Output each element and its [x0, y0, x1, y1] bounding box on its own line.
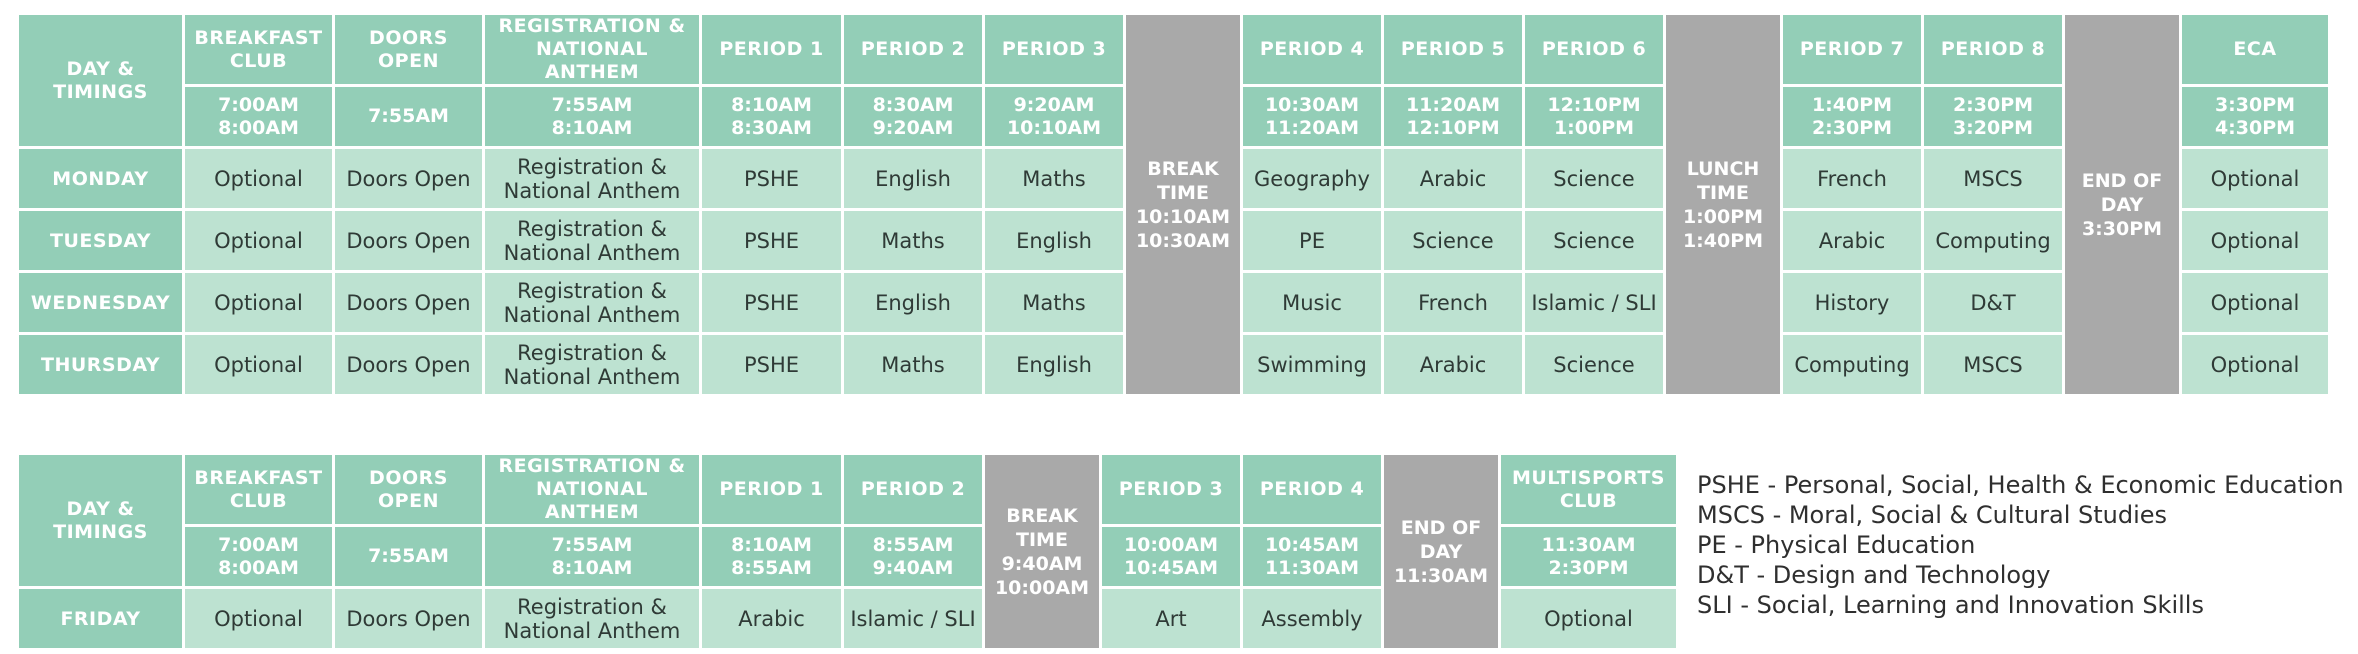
cell-period-2: English [843, 148, 984, 210]
cell-period-3: English [984, 210, 1125, 272]
cell-registration: Registration & National Anthem [484, 148, 701, 210]
header-period-8: PERIOD 8 [1923, 14, 2064, 86]
cell-breakfast: Optional [184, 334, 334, 396]
day-label: THURSDAY [18, 334, 184, 396]
cell-period-3: Maths [984, 272, 1125, 334]
header-eca: ECA [2181, 14, 2330, 86]
header-period-2: PERIOD 2 [843, 14, 984, 86]
time-period-8: 2:30PM 3:20PM [1923, 86, 2064, 148]
cell-period-7: History [1782, 272, 1923, 334]
header-period-3: PERIOD 3 [1101, 454, 1242, 526]
cell-period-2: English [843, 272, 984, 334]
time-period-4: 10:45AM 11:30AM [1242, 526, 1383, 588]
time-registration: 7:55AM 8:10AM [484, 86, 701, 148]
header-row [18, 454, 1678, 526]
header-period-3: PERIOD 3 [984, 14, 1125, 86]
cell-period-2: Maths [843, 334, 984, 396]
header-period-5: PERIOD 5 [1383, 14, 1524, 86]
header-doors-open: DOORS OPEN [334, 14, 484, 86]
time-period-7: 1:40PM 2:30PM [1782, 86, 1923, 148]
cell-doors: Doors Open [334, 334, 484, 396]
cell-period-6: Science [1524, 334, 1665, 396]
cell-period-8: MSCS [1923, 148, 2064, 210]
cell-doors: Doors Open [334, 148, 484, 210]
cell-period-2: Maths [843, 210, 984, 272]
time-breakfast-club: 7:00AM 8:00AM [184, 526, 334, 588]
day-label: WEDNESDAY [18, 272, 184, 334]
cell-eca: Optional [2181, 148, 2330, 210]
cell-period-3: English [984, 334, 1125, 396]
legend-item-pshe: PSHE - Personal, Social, Health & Economic Education [1697, 471, 2344, 499]
cell-breakfast: Optional [184, 148, 334, 210]
lunch-time-block: LUNCH TIME 1:00PM 1:40PM [1665, 14, 1782, 396]
time-doors-open: 7:55AM [334, 526, 484, 588]
cell-breakfast: Optional [184, 588, 334, 650]
time-period-4: 10:30AM 11:20AM [1242, 86, 1383, 148]
cell-period-8: MSCS [1923, 334, 2064, 396]
cell-period-4: Music [1242, 272, 1383, 334]
cell-period-7: Computing [1782, 334, 1923, 396]
cell-period-1: Arabic [701, 588, 843, 650]
header-doors-open: DOORS OPEN [334, 454, 484, 526]
cell-eca: Optional [2181, 272, 2330, 334]
header-breakfast-club: BREAKFAST CLUB [184, 14, 334, 86]
header-row [18, 14, 2330, 86]
time-breakfast-club: 7:00AM 8:00AM [184, 86, 334, 148]
cell-period-2: Islamic / SLI [843, 588, 984, 650]
time-period-1: 8:10AM 8:30AM [701, 86, 843, 148]
cell-period-5: Arabic [1383, 334, 1524, 396]
cell-registration: Registration & National Anthem [484, 210, 701, 272]
day-label: MONDAY [18, 148, 184, 210]
cell-breakfast: Optional [184, 272, 334, 334]
cell-eca: Optional [2181, 334, 2330, 396]
header-breakfast-club: BREAKFAST CLUB [184, 454, 334, 526]
cell-period-4: PE [1242, 210, 1383, 272]
cell-period-6: Islamic / SLI [1524, 272, 1665, 334]
cell-eca: Optional [2181, 210, 2330, 272]
header-registration: REGISTRATION & NATIONAL ANTHEM [484, 454, 701, 526]
time-period-2: 8:55AM 9:40AM [843, 526, 984, 588]
cell-period-4: Assembly [1242, 588, 1383, 650]
cell-multisports: Optional [1500, 588, 1678, 650]
time-eca: 3:30PM 4:30PM [2181, 86, 2330, 148]
cell-period-3: Maths [984, 148, 1125, 210]
end-of-day-block: END OF DAY 11:30AM [1383, 454, 1500, 650]
end-of-day-block: END OF DAY 3:30PM [2064, 14, 2181, 396]
cell-period-4: Swimming [1242, 334, 1383, 396]
cell-doors: Doors Open [334, 588, 484, 650]
time-doors-open: 7:55AM [334, 86, 484, 148]
friday-timetable [16, 452, 1679, 651]
cell-period-8: D&T [1923, 272, 2064, 334]
cell-period-6: Science [1524, 210, 1665, 272]
break-time-block: BREAK TIME 9:40AM 10:00AM [984, 454, 1101, 650]
time-registration: 7:55AM 8:10AM [484, 526, 701, 588]
time-period-3: 10:00AM 10:45AM [1101, 526, 1242, 588]
cell-period-3: Art [1101, 588, 1242, 650]
cell-registration: Registration & National Anthem [484, 588, 701, 650]
header-period-2: PERIOD 2 [843, 454, 984, 526]
weekly-timetable [16, 12, 2331, 397]
time-period-2: 8:30AM 9:20AM [843, 86, 984, 148]
cell-period-4: Geography [1242, 148, 1383, 210]
cell-period-1: PSHE [701, 272, 843, 334]
header-registration: REGISTRATION & NATIONAL ANTHEM [484, 14, 701, 86]
cell-period-1: PSHE [701, 334, 843, 396]
cell-period-1: PSHE [701, 148, 843, 210]
cell-doors: Doors Open [334, 210, 484, 272]
header-multisports-club: MULTISPORTS CLUB [1500, 454, 1678, 526]
cell-period-7: French [1782, 148, 1923, 210]
time-period-5: 11:20AM 12:10PM [1383, 86, 1524, 148]
cell-period-7: Arabic [1782, 210, 1923, 272]
abbreviation-legend [1697, 470, 2357, 620]
header-period-4: PERIOD 4 [1242, 14, 1383, 86]
legend-item-mscs: MSCS - Moral, Social & Cultural Studies [1697, 501, 2168, 529]
time-period-1: 8:10AM 8:55AM [701, 526, 843, 588]
legend-item-dt: D&T - Design and Technology [1697, 561, 2051, 589]
time-multisports-club: 11:30AM 2:30PM [1500, 526, 1678, 588]
corner-label: DAY & TIMINGS [18, 14, 184, 148]
cell-registration: Registration & National Anthem [484, 334, 701, 396]
cell-breakfast: Optional [184, 210, 334, 272]
corner-label: DAY & TIMINGS [18, 454, 184, 588]
time-period-3: 9:20AM 10:10AM [984, 86, 1125, 148]
cell-period-1: PSHE [701, 210, 843, 272]
cell-period-8: Computing [1923, 210, 2064, 272]
cell-registration: Registration & National Anthem [484, 272, 701, 334]
legend-item-pe: PE - Physical Education [1697, 531, 1976, 559]
time-period-6: 12:10PM 1:00PM [1524, 86, 1665, 148]
legend-item-sli: SLI - Social, Learning and Innovation Skills [1697, 591, 2204, 619]
day-label: FRIDAY [18, 588, 184, 650]
header-period-4: PERIOD 4 [1242, 454, 1383, 526]
cell-period-5: French [1383, 272, 1524, 334]
cell-doors: Doors Open [334, 272, 484, 334]
break-time-block: BREAK TIME 10:10AM 10:30AM [1125, 14, 1242, 396]
cell-period-5: Science [1383, 210, 1524, 272]
header-period-7: PERIOD 7 [1782, 14, 1923, 86]
header-period-6: PERIOD 6 [1524, 14, 1665, 86]
header-period-1: PERIOD 1 [701, 454, 843, 526]
cell-period-5: Arabic [1383, 148, 1524, 210]
day-label: TUESDAY [18, 210, 184, 272]
cell-period-6: Science [1524, 148, 1665, 210]
header-period-1: PERIOD 1 [701, 14, 843, 86]
